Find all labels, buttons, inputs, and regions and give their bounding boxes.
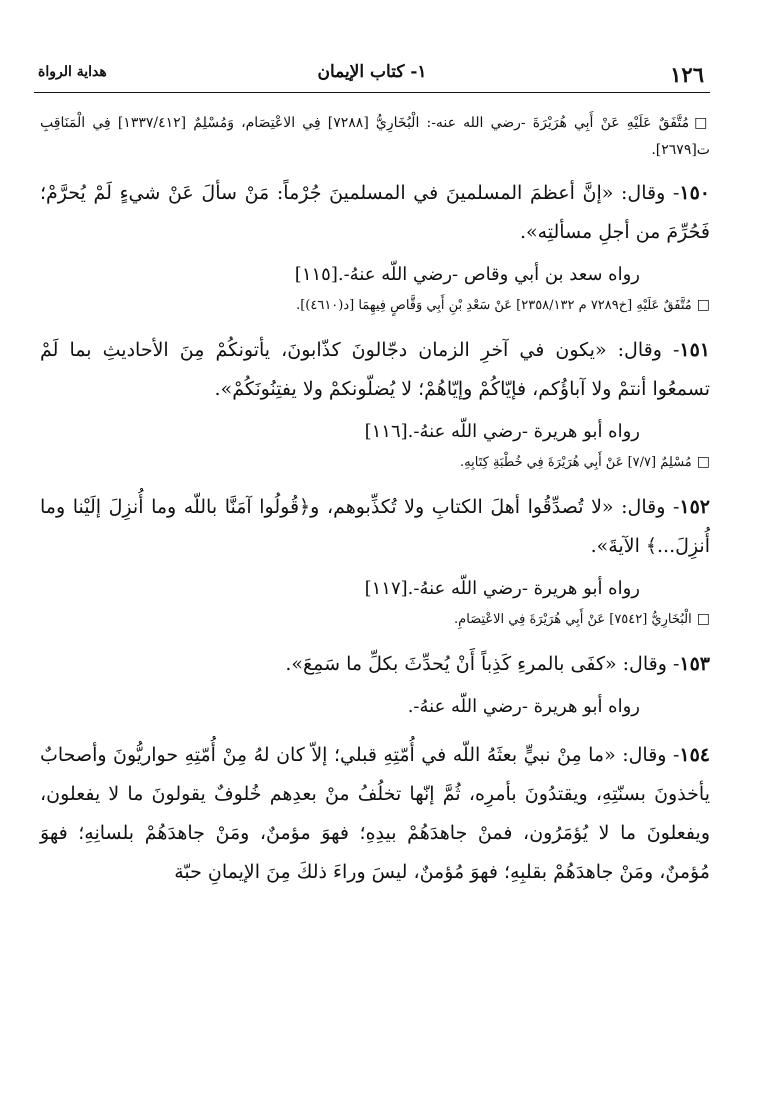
hadith-152: [40, 488, 710, 566]
hadith-number: ١٥٣: [679, 653, 710, 675]
page-header: [34, 56, 710, 93]
note-text: مُتَّفَقٌ عَلَيْهِ عَنْ أَبِي هُرَيْرَةَ -رضي الله عنه-: الْبُخَارِيُّ [٧٢٨٨] فِي الاعْتِصَام، وَمُسْلِمٌ [١٣٣٧/٤١٢] فِي الْمَنَاقِبِ ت[٢٦٧٩].: [40, 115, 710, 158]
hadith-number: ١٥٠: [679, 182, 710, 204]
hadith-number: ١٥١: [679, 339, 710, 361]
narration-150: رواه سعد بن أبي وقاص -رضي اللّه عنهُ-.[١١٥]: [294, 264, 640, 285]
square-icon: □: [696, 297, 710, 313]
narration-151: رواه أبو هريرة -رضي اللّه عنهُ-.[١١٦]: [364, 421, 640, 442]
hadith-text: - وقال: «لا تُصدِّقُوا أهلَ الكتابِ ولا تُكذِّبوهم، و﴿قُولُوا آمَنَّا باللّه وما أُنزِلَ إلَيْنا وما أُنزِلَ...﴾ الآيةَ».: [40, 496, 710, 557]
hadith-text: - وقال: «إنَّ أعظمَ المسلمينَ في المسلمينَ جُرْماً: مَنْ سألَ عَنْ شيءٍ لَمْ يُحرَّمْ؛ فَحُرِّمَ من أجلِ مسألتِه».: [40, 182, 710, 243]
page-number: ١٢٦: [670, 62, 704, 87]
hadith-154: [40, 736, 710, 892]
note-text: مُسْلِمٌ [٧/٧] عَنْ أَبِي هُرَيْرَةَ فِي خُطْبَةِ كِتَابِهِ.: [460, 455, 692, 470]
page-content: [40, 110, 710, 892]
work-title: هداية الرواة: [38, 64, 107, 80]
hadith-text: - وقال: «يكون في آخرِ الزمان دجّالونَ كذّابونَ، يأتونكُمْ مِنَ الأحاديثِ بما لَمْ تسمعُوا أنتمْ ولا آباؤُكم، فإيّاكُمْ وإيّاهُمْ؛ لا يُضلّونكمْ ولا يفتِنُونَكُمْ».: [40, 339, 710, 400]
reference-note-151: [40, 449, 710, 476]
chapter-title: ١- كتاب الإيمان: [317, 62, 427, 82]
square-icon: □: [696, 454, 710, 470]
hadith-150: [40, 174, 710, 252]
hadith-153: [40, 645, 710, 684]
note-text: مُتَّفَقٌ عَلَيْهِ [خ٧٢٨٩ م ٢٣٥٨/١٣٢] عَنْ سَعْدِ بْنِ أَبِي وَقَّاصٍ فِيهِمَا [د(٤٦١٠)].: [296, 298, 692, 313]
square-icon: □: [694, 115, 710, 131]
hadith-number: ١٥٤: [679, 744, 710, 766]
narration-152: رواه أبو هريرة -رضي اللّه عنهُ-.[١١٧]: [364, 578, 640, 599]
hadith-text: - وقال: «ما مِنْ نبيٍّ بعثَهُ اللّه في أُمّتِهِ قبلي؛ إلاّ كان لهُ مِنْ أُمّتِهِ حواريُّونَ وأصحابٌ يأخذونَ بسنّتِهِ، ويقتدُونَ بأمرِه، ثُمَّ إنّها تخلُفُ منْ بعدِهم خُلوفٌ يقولونَ ما لا يفعلون، ويفعلونَ ما لا يُؤمَرُون، فمنْ جاهدَهُمْ بيدِهِ؛ فهوَ مؤمنٌ، ومَنْ جاهدَهُمْ بلسانِهِ؛ فهوَ مُؤمنٌ، ومَنْ جاهدَهُمْ بقلبِهِ؛ فهوَ مُؤمنٌ، ليسَ وراءَ ذلكَ مِنَ الإيمانِ حبّة: [40, 744, 710, 883]
narration-153: رواه أبو هريرة -رضي اللّه عنهُ-.: [407, 696, 640, 717]
reference-note-149: [40, 110, 710, 164]
reference-note-152: [40, 606, 710, 633]
note-text: الْبُخَارِيُّ [٧٥٤٢] عَنْ أَبِي هُرَيْرَةَ فِي الاعْتِصَامِ.: [454, 612, 692, 627]
hadith-number: ١٥٢: [679, 496, 710, 518]
hadith-text: - وقال: «كفَى بالمرءِ كَذِباً أَنْ يُحدِّثَ بكلِّ ما سَمِعَ».: [285, 653, 680, 675]
reference-note-150: [40, 292, 710, 319]
square-icon: □: [696, 611, 710, 627]
hadith-151: [40, 331, 710, 409]
